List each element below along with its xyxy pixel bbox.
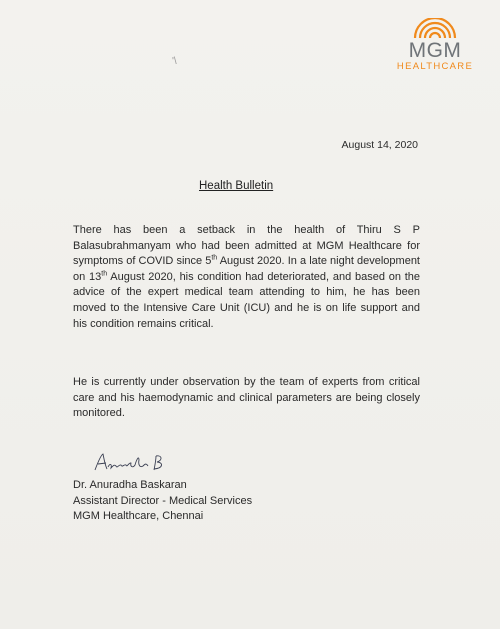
superscript-th: th [211,254,218,262]
letter-heading: Health Bulletin [199,180,274,192]
signatory-org: MGM Healthcare, Chennai [73,510,204,522]
logo-subtitle: HEALTHCARE [396,61,474,72]
superscript-th: th [101,270,108,278]
stray-mark: '\ [172,56,177,67]
letter-date: August 14, 2020 [341,139,418,151]
paragraph-1-part-a: There has been a setback in the health of Thiru S P Balasubrahmanyam who had been admitted at MGM Healthcare for symptoms of COVID since 5 [73,224,420,268]
signatory-name: Dr. Anuradha Baskaran [73,479,187,491]
mgm-logo [392,18,478,78]
handwritten-signature [92,450,172,474]
paragraph-1-part-b: August 2020. In a late night development on 13 [73,255,420,283]
logo-arcs-icon [407,18,463,40]
paragraph-1 [73,223,420,332]
paragraph-2: He is currently under observation by the team of experts from critical care and his haemodynamic and clinical parameters are being closely monitored. [73,376,420,420]
logo-name: MGM [408,39,462,62]
paragraph-1-part-c: August 2020, his condition had deteriorated, and based on the advice of the expert medical team attending to him, he has been moved to the Intensive Care Unit (ICU) and he is on life support and his condition remains critical. [73,270,420,330]
signature-block [73,478,252,525]
signatory-title: Assistant Director - Medical Services [73,494,253,507]
